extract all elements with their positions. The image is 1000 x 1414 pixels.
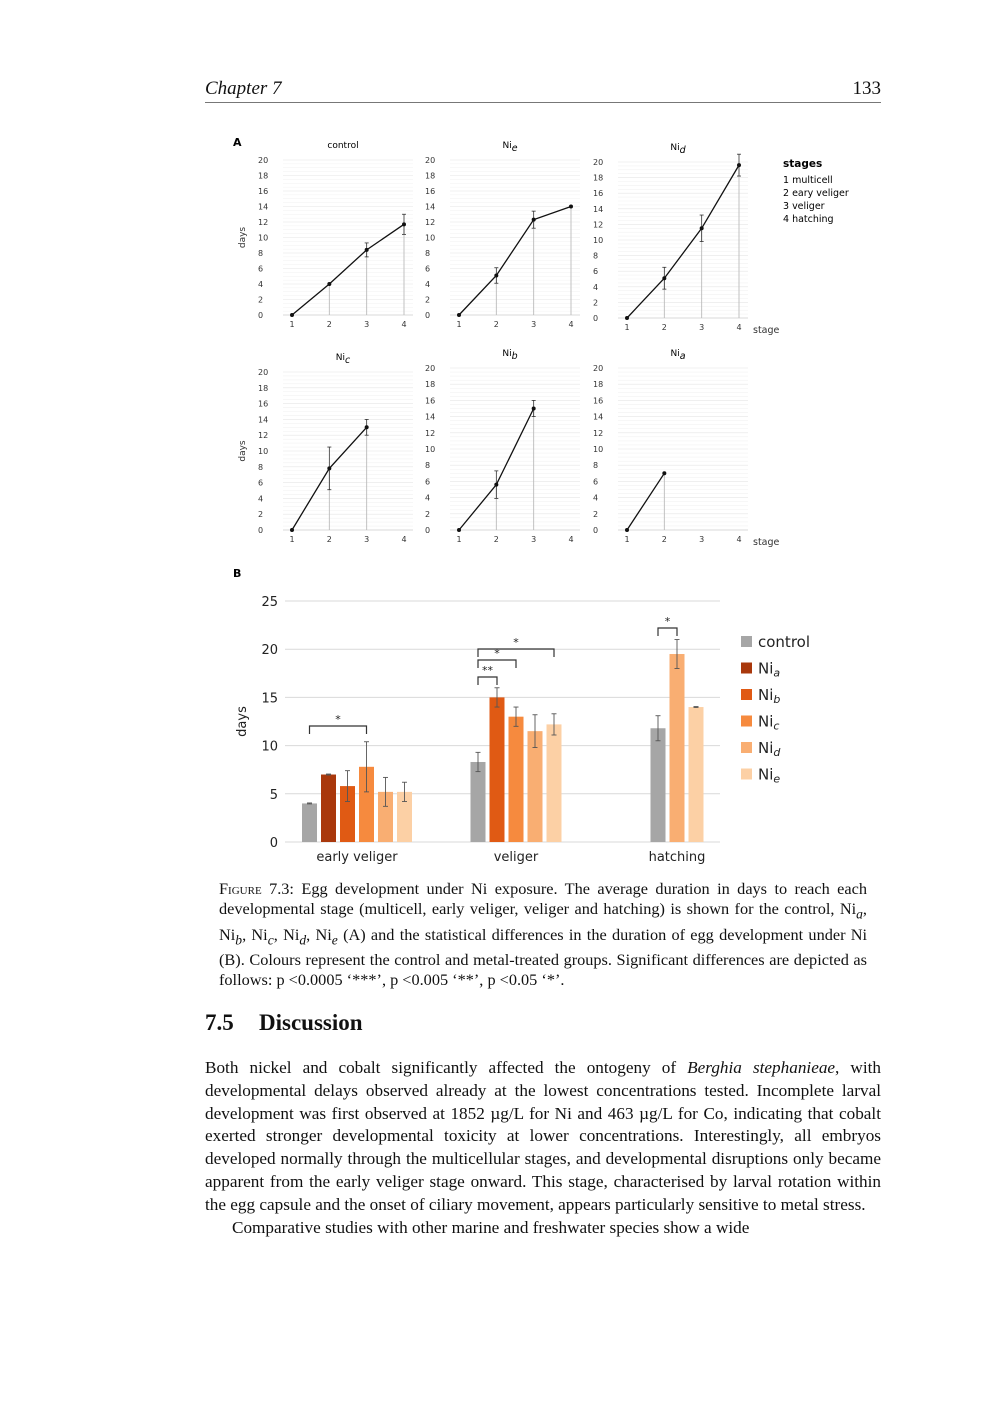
y-tick-label: 0 <box>258 526 264 535</box>
y-tick-label: 6 <box>593 267 599 277</box>
chart-title: Nic <box>335 353 351 366</box>
y-tick-label: 20 <box>425 156 436 165</box>
caption-text: , Ni <box>219 899 867 944</box>
y-tick-label: 20 <box>425 364 436 373</box>
data-point <box>737 163 741 167</box>
y-tick-label: 20 <box>593 158 604 167</box>
x-tick-label: 4 <box>568 320 574 329</box>
caption-text: (A) and the statistical differences in the duration of egg development under Ni (B). Colours represent the control and metal-treated groups. Significant differences are depicted as follows: p <0.0005 ‘***’, p <0.005 ‘**’, p <0.05 ‘*’. <box>219 924 868 990</box>
x-tick-label: 3 <box>531 535 537 544</box>
x-tick-label: 4 <box>401 535 407 544</box>
y-tick-label: 10 <box>258 233 269 243</box>
data-point <box>327 282 331 286</box>
stages-legend-item: 4 hatching <box>783 214 834 225</box>
y-tick-label: 0 <box>258 311 264 320</box>
bar-ni-e <box>689 707 704 842</box>
line-chart-ni-b <box>425 349 580 544</box>
y-tick-label: 12 <box>425 428 436 438</box>
x-tick-label: 2 <box>493 320 499 329</box>
x-category-label: veliger <box>493 850 539 865</box>
legend-label: $Ni_b$ <box>758 686 781 706</box>
caption-subscript: a <box>856 906 863 922</box>
significance-bracket <box>478 649 554 657</box>
y-tick-label: 10 <box>593 445 604 454</box>
x-tick-label: 2 <box>661 535 667 544</box>
y-tick-label: 4 <box>593 282 599 292</box>
y-tick-label: 10 <box>425 445 436 454</box>
x-axis-label: stage <box>753 325 780 336</box>
section-number: 7.5 <box>205 1010 234 1035</box>
line-chart-ni-a <box>593 349 780 548</box>
caption-text: , Ni <box>242 924 268 944</box>
y-tick-label: 10 <box>258 447 269 456</box>
x-category-label: early veliger <box>316 850 398 865</box>
y-tick-label: 14 <box>425 412 436 422</box>
stages-legend <box>783 158 849 225</box>
stages-legend-item: 2 eary veliger <box>783 188 849 199</box>
caption-subscript: c <box>267 931 274 947</box>
stages-legend-item: 1 multicell <box>783 175 833 186</box>
y-tick-label: 12 <box>258 431 269 441</box>
caption-subscript: b <box>235 931 243 947</box>
y-tick-label: 14 <box>593 204 604 214</box>
y-tick-label: 0 <box>425 311 431 320</box>
legend-swatch <box>741 636 752 647</box>
y-tick-label: 16 <box>258 399 269 409</box>
panel-a-label: A <box>233 136 242 149</box>
line-chart-ni-d <box>593 143 780 336</box>
chapter-title: Chapter 7 <box>205 78 282 99</box>
caption-label: Figure 7.3: <box>219 879 294 898</box>
legend-label: $Ni_a$ <box>758 659 781 680</box>
legend-swatch <box>741 663 752 674</box>
y-tick-label: 14 <box>425 202 436 212</box>
y-tick-label: 12 <box>258 218 269 227</box>
bar-control <box>471 762 486 842</box>
y-axis-label: days <box>238 440 248 462</box>
chart-title: control <box>327 141 359 151</box>
chart-title: Nib <box>502 349 518 362</box>
y-tick-label: 16 <box>425 187 436 196</box>
x-tick-label: 1 <box>624 535 630 544</box>
data-line <box>292 224 404 315</box>
y-tick-label: 0 <box>593 314 599 323</box>
caption-text: Egg development under Ni exposure. The average duration in days to reach each developmental stage (multicell, early veliger, veliger and hatching) is shown for the control, Ni <box>219 879 867 919</box>
legend-swatch <box>741 769 752 780</box>
line-chart-ni-e <box>425 141 580 329</box>
y-tick-label: 12 <box>593 220 604 230</box>
panel-a-line-charts <box>238 141 780 548</box>
data-point <box>290 528 294 532</box>
bar-ni-d <box>670 654 685 842</box>
section-heading <box>205 1010 363 1036</box>
y-tick-label: 18 <box>593 380 604 390</box>
paragraph <box>205 1057 881 1217</box>
y-tick-label: 14 <box>593 412 604 422</box>
y-tick-label: 8 <box>258 249 264 258</box>
paragraph-text: , with developmental delays observed already at the lowest concentrations tested. Incomplete larval development was first observed at 1852 µg/L for Ni and 463 µg/L for Co, indicating that cobalt exerted stronger developmental toxicity at lower concentrations. Interestingly, all embryos developed normally through the multicellular stages, and developmental disruptions only became apparent from the early veliger stage onward. This stage, characterised by larval rotation within the egg capsule and the onset of ciliary movement, appears particularly sensitive to metal stress. <box>205 1058 881 1214</box>
data-point <box>290 313 294 317</box>
y-tick-label: 18 <box>258 171 269 181</box>
legend-label: $Ni_d$ <box>758 739 781 759</box>
x-tick-label: 1 <box>456 535 462 544</box>
significance-label: * <box>494 647 500 660</box>
x-tick-label: 1 <box>289 535 295 544</box>
data-point <box>457 528 461 532</box>
y-tick-label: 8 <box>258 462 264 472</box>
figure-caption <box>219 879 867 991</box>
bar-control <box>651 728 666 842</box>
y-tick-label: 8 <box>593 251 599 261</box>
x-tick-label: 2 <box>326 320 332 329</box>
panel-b-label: B <box>233 567 242 580</box>
x-tick-label: 4 <box>736 323 742 332</box>
data-point <box>662 471 666 475</box>
significance-label: * <box>664 615 671 628</box>
x-tick-label: 4 <box>568 535 574 544</box>
y-tick-label: 18 <box>425 380 436 390</box>
paragraph: Comparative studies with other marine and freshwater species show a wide <box>232 1217 750 1237</box>
x-tick-label: 4 <box>736 535 742 544</box>
y-tick-label: 15 <box>261 691 278 707</box>
stages-legend-item: 3 veliger <box>783 201 825 212</box>
species-name: Berghia stephanieae <box>687 1058 836 1077</box>
x-tick-label: 1 <box>624 323 630 332</box>
significance-label: * <box>335 713 341 726</box>
y-tick-label: 0 <box>425 526 431 535</box>
data-point <box>532 218 536 222</box>
data-point <box>700 226 704 230</box>
y-tick-label: 10 <box>425 233 436 243</box>
legend-label: $Ni_e$ <box>758 765 781 786</box>
caption-subscript: e <box>331 931 338 947</box>
y-tick-label: 0 <box>269 836 278 851</box>
data-point <box>532 407 536 411</box>
y-tick-label: 2 <box>425 509 431 519</box>
page-number: 133 <box>852 78 881 99</box>
y-tick-label: 20 <box>593 364 604 373</box>
stages-legend-title: stages <box>783 158 823 170</box>
line-chart-ni-c <box>238 353 413 544</box>
y-tick-label: 6 <box>593 477 599 487</box>
section-title: Discussion <box>259 1010 363 1035</box>
y-tick-label: 14 <box>258 202 269 212</box>
y-tick-label: 0 <box>593 526 599 535</box>
data-point <box>494 273 498 277</box>
x-tick-label: 2 <box>661 323 667 332</box>
data-point <box>662 276 666 280</box>
y-axis-label: days <box>235 706 250 737</box>
y-tick-label: 4 <box>258 280 264 289</box>
y-tick-label: 2 <box>258 295 264 305</box>
y-tick-label: 16 <box>425 396 436 406</box>
y-tick-label: 2 <box>593 298 599 308</box>
bar-ni-b <box>490 697 505 842</box>
x-tick-label: 3 <box>699 535 705 544</box>
legend-swatch <box>741 689 752 700</box>
x-tick-label: 2 <box>493 535 499 544</box>
paragraph-text: Both nickel and cobalt significantly affected the ontogeny of <box>205 1058 688 1077</box>
caption-text: , Ni <box>273 924 300 944</box>
x-tick-label: 3 <box>364 535 370 544</box>
y-tick-label: 4 <box>593 493 599 503</box>
chart-title: Nia <box>670 349 686 362</box>
significance-label: ** <box>482 664 493 677</box>
caption-subscript: d <box>299 931 307 947</box>
y-tick-label: 6 <box>258 264 264 274</box>
x-tick-label: 3 <box>531 320 537 329</box>
y-tick-label: 20 <box>258 368 269 377</box>
bar-ni-e <box>547 724 562 842</box>
data-point <box>625 528 629 532</box>
y-tick-label: 6 <box>425 264 431 274</box>
line-chart-control <box>238 141 413 329</box>
y-tick-label: 16 <box>593 189 604 199</box>
y-tick-label: 2 <box>593 509 599 519</box>
y-tick-label: 8 <box>425 461 431 471</box>
y-axis-label: days <box>238 226 248 249</box>
x-axis-label: stage <box>753 537 780 548</box>
significance-bracket <box>478 677 497 685</box>
data-point <box>402 222 406 226</box>
x-category-label: hatching <box>648 850 706 865</box>
bar-ni-a <box>321 775 336 842</box>
legend-label: $Ni_c$ <box>758 712 780 733</box>
y-tick-label: 25 <box>261 595 278 610</box>
bar-control <box>302 803 317 842</box>
x-tick-label: 2 <box>326 535 332 544</box>
y-tick-label: 4 <box>258 494 264 504</box>
significance-bracket <box>658 628 677 636</box>
y-tick-label: 2 <box>425 295 431 305</box>
y-tick-label: 14 <box>258 415 269 425</box>
y-tick-label: 2 <box>258 510 264 520</box>
legend-swatch <box>741 716 752 727</box>
data-point <box>569 205 573 209</box>
data-point <box>494 483 498 487</box>
data-point <box>457 313 461 317</box>
bar-ni-c <box>509 717 524 842</box>
y-tick-label: 8 <box>425 249 431 258</box>
y-tick-label: 16 <box>258 187 269 196</box>
y-tick-label: 10 <box>593 236 604 245</box>
legend-swatch <box>741 742 752 753</box>
data-point <box>625 316 629 320</box>
panel-b-bar-chart <box>235 595 810 865</box>
y-tick-label: 18 <box>425 171 436 181</box>
y-tick-label: 12 <box>425 218 436 227</box>
y-tick-label: 20 <box>261 643 278 659</box>
y-tick-label: 8 <box>593 461 599 471</box>
chart-title: Nie <box>502 141 518 154</box>
y-tick-label: 5 <box>269 787 278 803</box>
y-tick-label: 4 <box>425 493 431 503</box>
chart-title: Nid <box>670 143 686 156</box>
x-tick-label: 1 <box>289 320 295 329</box>
legend-label: control <box>758 633 810 651</box>
caption-text: , Ni <box>306 924 332 944</box>
y-tick-label: 12 <box>593 428 604 438</box>
body-text <box>205 1057 881 1239</box>
significance-bracket <box>310 726 367 734</box>
y-tick-label: 10 <box>261 739 278 755</box>
x-tick-label: 3 <box>364 320 370 329</box>
x-tick-label: 3 <box>699 323 705 332</box>
data-line <box>627 165 739 318</box>
y-tick-label: 6 <box>425 477 431 487</box>
y-tick-label: 18 <box>593 173 604 183</box>
data-point <box>365 425 369 429</box>
y-tick-label: 16 <box>593 396 604 406</box>
y-tick-label: 4 <box>425 280 431 289</box>
significance-label: * <box>513 636 519 649</box>
x-tick-label: 1 <box>456 320 462 329</box>
data-point <box>327 466 331 470</box>
y-tick-label: 6 <box>258 478 264 488</box>
x-tick-label: 4 <box>401 320 407 329</box>
y-tick-label: 18 <box>258 383 269 393</box>
data-point <box>365 248 369 252</box>
y-tick-label: 20 <box>258 156 269 165</box>
